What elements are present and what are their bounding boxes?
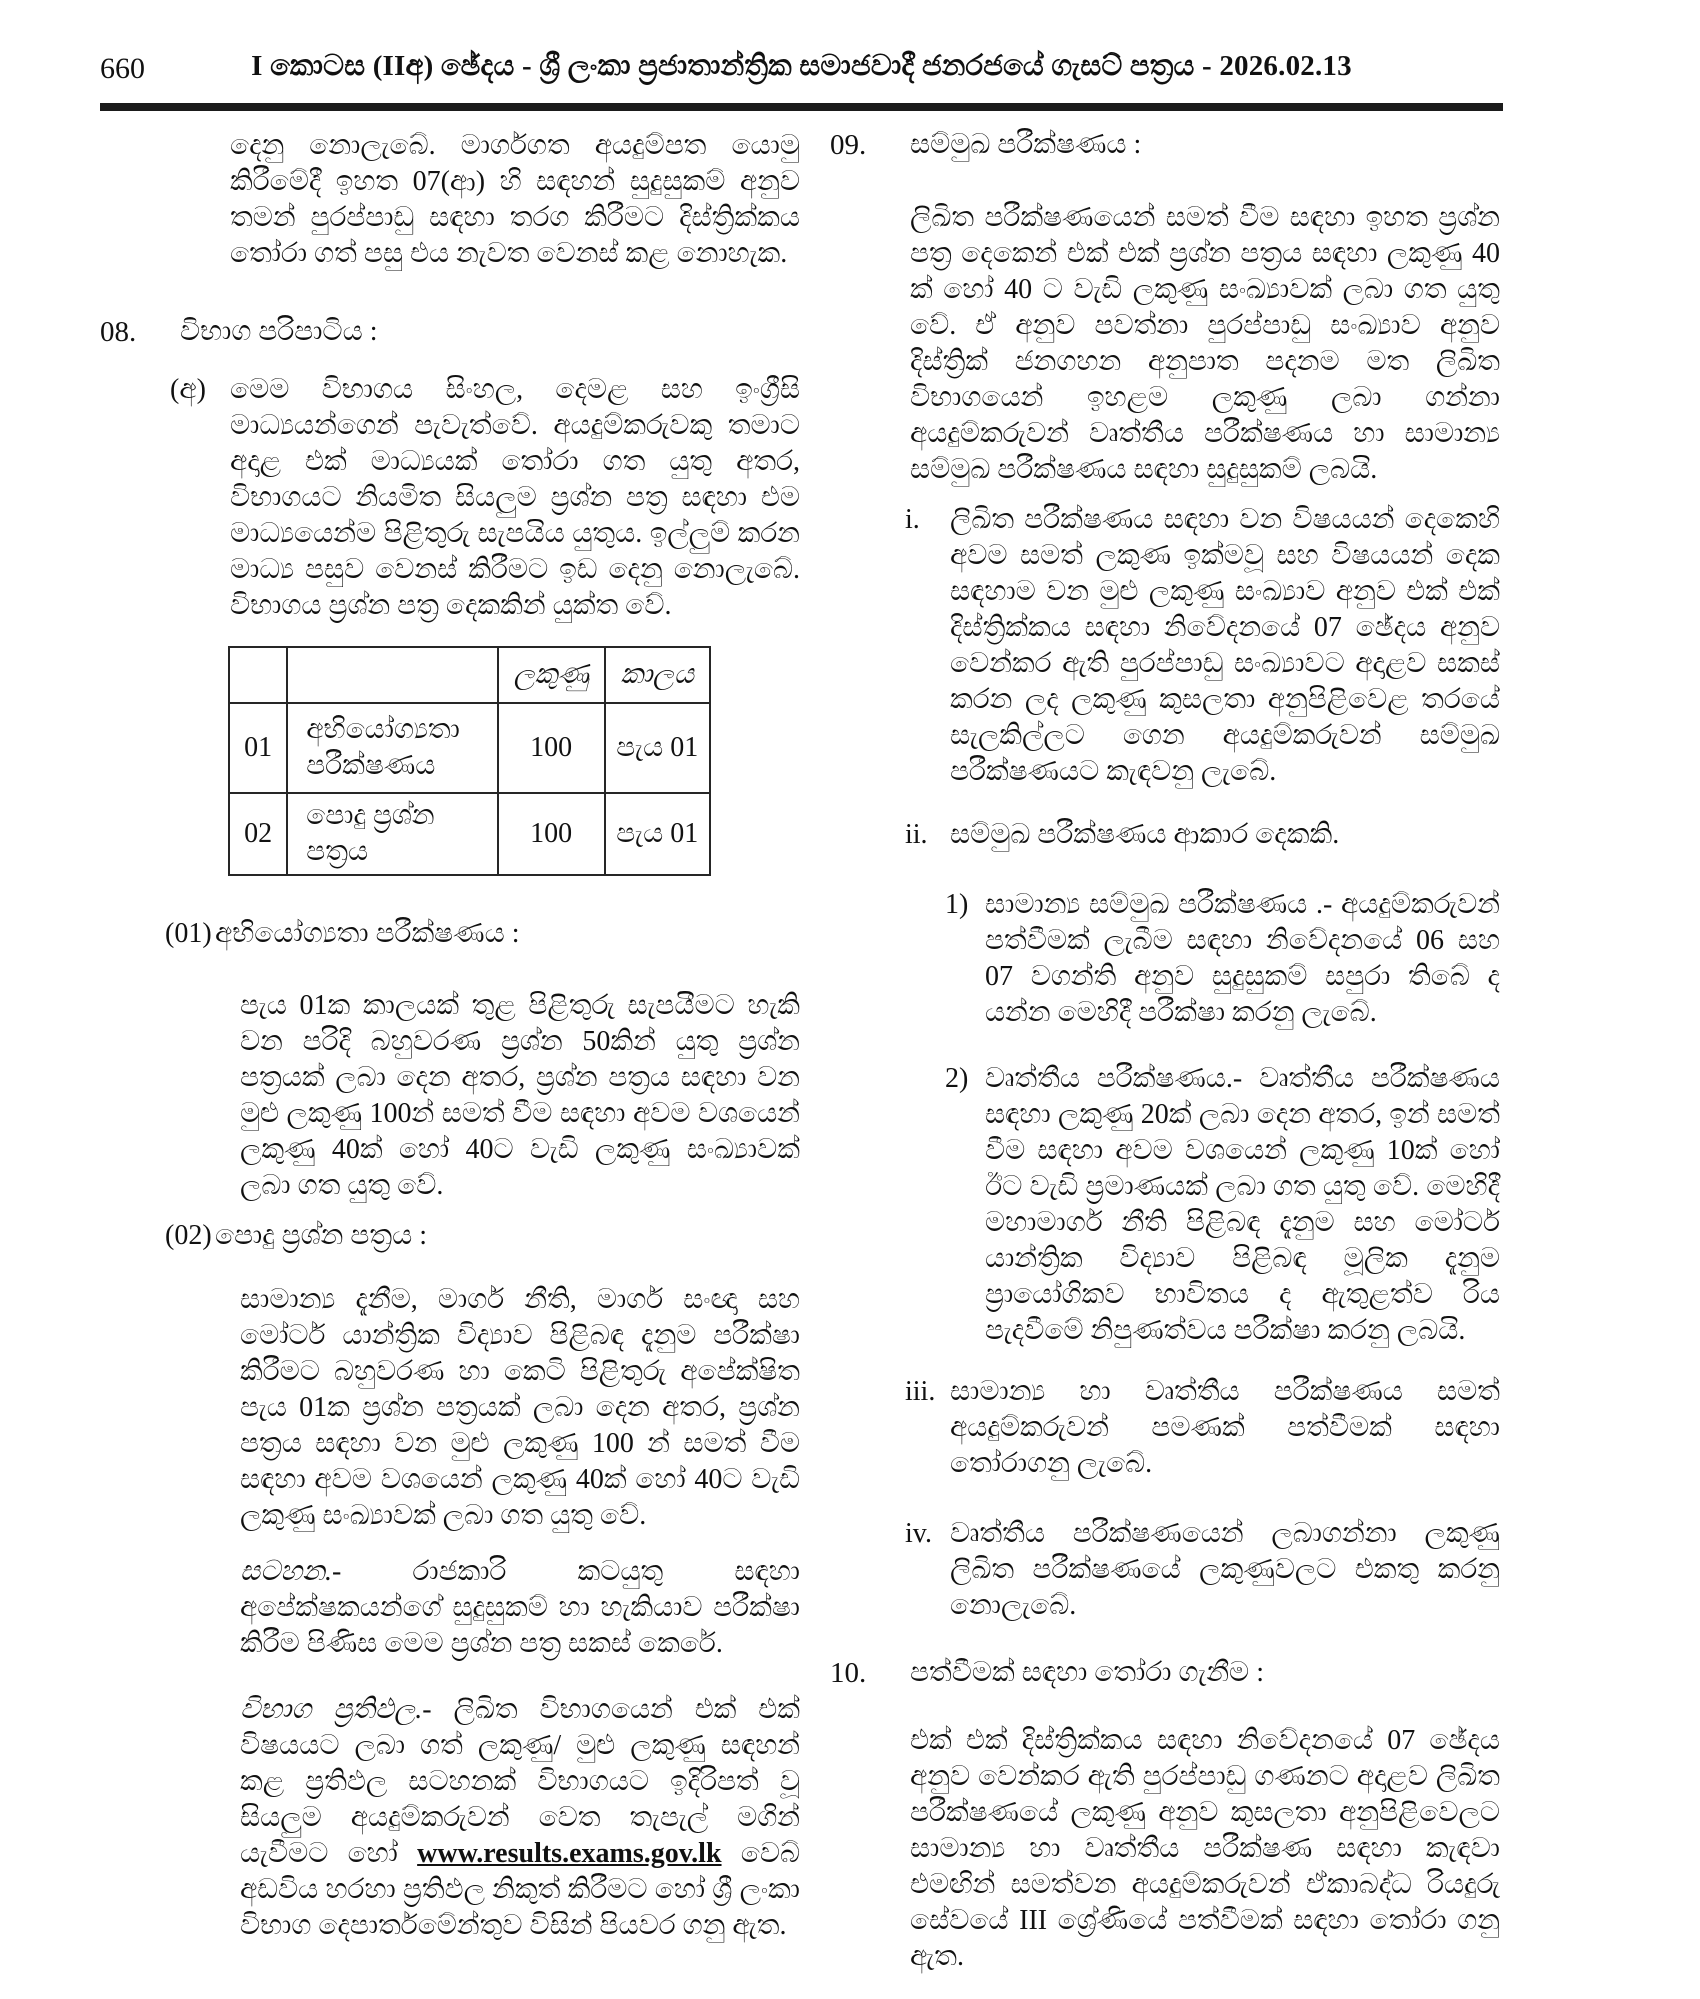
item-02-title: පොදු ප්‍රශ්න පත්‍රය :: [215, 1220, 427, 1251]
item-ii: [905, 817, 1500, 853]
header-rule: [100, 103, 1503, 111]
item-02-marker: (02): [165, 1220, 212, 1251]
gazette-title: I කොටස (IIඅ) ඡේදය - ශ්‍රී ලංකා ප්‍රජාතාන්ත්‍රික සමාජවාදී ජනරජයේ ගැසට් පත්‍රය - 2026.02.13: [251, 50, 1352, 82]
note-label: සටහන.-: [240, 1556, 342, 1587]
table-header-time: කාලය: [605, 647, 710, 703]
section-10-heading: [830, 1655, 1500, 1691]
marks-cell: 100: [498, 793, 605, 875]
section-09-title: සම්මුඛ පරීක්ෂණය :: [910, 129, 1142, 160]
section-08-number: 08.: [100, 316, 137, 348]
results-label: විභාග ප්‍රතිඵල.-: [240, 1694, 432, 1725]
exam-papers-table: [228, 646, 711, 876]
sub-item-2-text: වෘත්තීය පරීක්ෂණය.- වෘත්තීය පරීක්ෂණය සඳහා ලකුණු 20ක් ලබා දෙන අතර, ඉන් සමත් වීම සඳහා අවම වශයෙන් ලකුණු 10ක් හෝ ඊට වැඩි ප්‍රමාණයක් ලබා ගත යුතු වේ. මෙහිදී මහාමාර්ග නීති පිළිබඳ දැනුම සහ මෝටර් යාන්ත්‍රික විද්‍යාව පිළිබඳ මූලික දැනුම ප්‍රායෝගිකව භාවිතය ද ඇතුළත්ව රිය පැදවීමේ නිපුණත්වය පරීක්ෂා කරනු ලබයි.: [985, 1063, 1500, 1346]
item-01-heading: [165, 916, 800, 952]
item-i: [905, 502, 1500, 790]
item-ii-text: සම්මුඛ පරීක්ෂණය ආකාර දෙකකි.: [950, 819, 1340, 850]
sub-item-1: [945, 887, 1500, 1031]
table-header-cell: [229, 647, 287, 703]
section-09-number: 09.: [830, 129, 867, 161]
note-paragraph: [240, 1554, 800, 1662]
results-text-before: ලිඛිත විභාගයෙන් එක් එක් විෂයයට ලබා ගත් ලකුණු/ මුළු ලකුණු සඳහන් කළ ප්‍රතිඵල සටහනක් විභාගයට ඉදිරිපත් වූ සියලුම අයදුම්කරුවන් වෙත තැපැල් මගින් යැවීමට හෝ: [240, 1694, 800, 1869]
table-header-cell: [287, 647, 497, 703]
item-iii: [905, 1374, 1500, 1482]
item-01-marker: (01): [165, 918, 212, 949]
right-column: [830, 120, 1500, 1975]
table-row: [229, 703, 710, 793]
time-cell: පැය 01: [605, 703, 710, 793]
section-09-heading: [830, 127, 1500, 163]
item-02-body: සාමාන්‍ය දැනීම, මාර්ග නීති, මාර්ග සංඥා සහ මෝටර් යාන්ත්‍රික විද්‍යාව පිළිබඳ දැනුම පරීක්ෂා කිරීමට බහුවරණ හා කෙටි පිළිතුරු අපේක්ෂිත පැය 01ක ප්‍රශ්න පත්‍රයක් ලබා දෙන අතර, ප්‍රශ්න පත්‍රය සඳහා වන මුළු ලකුණු 100 න් සමත් වීම සඳහා අවම වශයෙන් ලකුණු 40ක් හෝ 40ට වැඩි ලකුණු සංඛ්‍යාවක් ලබා ගත යුතු වේ.: [240, 1284, 800, 1531]
sub-item-2: [945, 1061, 1500, 1349]
results-paragraph: [240, 1692, 800, 1944]
table-header-marks: ලකුණු: [498, 647, 605, 703]
paper-name-cell: අභියෝග්‍යතා පරීක්ෂණය: [287, 703, 497, 793]
item-iii-text: සාමාන්‍ය හා වෘත්තීය පරීක්ෂණය සමත් අයදුම්කරුවන් පමණක් පත්වීමක් සඳහා තෝරාගනු ලැබේ.: [950, 1376, 1500, 1479]
results-website-link[interactable]: www.results.exams.gov.lk: [417, 1838, 722, 1869]
item-ii-marker: ii.: [905, 819, 928, 850]
section-10-title: පත්වීමක් සඳහා තෝරා ගැනීම :: [910, 1657, 1264, 1688]
note-text: රාජකාරි කටයුතු සඳහා අපේක්ෂකයන්ගේ සුදුසුකම් හා හැකියාව පරීක්ෂා කිරීම පිණිස මෙම ප්‍රශ්න පත්‍ර සකස් කෙරේ.: [240, 1556, 800, 1659]
intro-paragraph: දෙනු නොලැබේ. මාර්ගගත අයදුම්පත යොමු කිරීමේදී ඉහත 07(ආ) හි සඳහන් සුදුසුකම් අනුව තමන් පුරප්පාඩු සඳහා තරග කිරීමට දිස්ත්‍රික්කය තෝරා ගත් පසු එය නැවත වෙනස් කළ නොහැක.: [230, 130, 800, 269]
sub-item-1-marker: 1): [945, 889, 969, 920]
page-number: 660: [100, 52, 145, 85]
section-08-heading: [100, 314, 800, 350]
row-number-cell: 01: [229, 703, 287, 793]
row-number-cell: 02: [229, 793, 287, 875]
marks-cell: 100: [498, 703, 605, 793]
item-02-heading: [165, 1218, 800, 1254]
page-header: [100, 50, 1503, 90]
item-a: [170, 372, 800, 624]
item-i-marker: i.: [905, 504, 920, 535]
paper-name-cell: පොදු ප්‍රශ්න පත්‍රය: [287, 793, 497, 875]
section-10-number: 10.: [830, 1657, 867, 1689]
item-iv-marker: iv.: [905, 1518, 932, 1549]
table-row: [229, 793, 710, 875]
item-01-body: පැය 01ක කාලයක් තුළ පිළිතුරු සැපයීමට හැකි වන පරිදි බහුවරණ ප්‍රශ්න 50කින් යුතු ප්‍රශ්න පත්‍රයක් ලබා දෙන අතර, ප්‍රශ්න පත්‍රය සඳහා වන මුළු ලකුණු 100න් සමත් වීම සඳහා අවම වශයෙන් ලකුණු 40ක් හෝ 40ට වැඩි ලකුණු සංඛ්‍යාවක් ලබා ගත යුතු වේ.: [240, 990, 800, 1201]
item-iv: [905, 1516, 1500, 1624]
results-text-after: වෙබ් අඩවිය හරහා ප්‍රතිඵල නිකුත් කිරීමට හෝ ශ්‍රී ලංකා විභාග දෙපාර්තමේන්තුව විසින් පියවර ගනු ඇත.: [240, 1838, 800, 1941]
sub-item-2-marker: 2): [945, 1063, 969, 1094]
item-i-text: ලිඛිත පරීක්ෂණය සඳහා වන විෂයයන් දෙකෙහි අවම සමත් ලකුණ ඉක්මවූ සහ විෂයයන් දෙක සඳහාම වන මුළු ලකුණු සංඛ්‍යාව අනුව එක් එක් දිස්ත්‍රික්කය සඳහා නිවේදනයේ 07 ඡේදය අනුව වෙන්කර ඇති පුරප්පාඩු සංඛ්‍යාවට අදාළව සකස් කරන ලද ලකුණු කුසලතා අනුපිළිවෙළ තරයේ සැලකිල්ලට ගෙන අයදුම්කරුවන් සම්මුඛ පරීක්ෂණයට කැඳවනු ලැබේ.: [950, 504, 1500, 787]
table-header-row: [229, 647, 710, 703]
item-iii-marker: iii.: [905, 1376, 936, 1407]
left-column: [100, 120, 800, 1944]
item-a-text: මෙම විභාගය සිංහල, දෙමළ සහ ඉංග්‍රීසි මාධ්‍යයන්ගෙන් පැවැත්වේ. අයදුම්කරුවකු තමාට අදාළ එක් මාධ්‍යයක් තෝරා ගත යුතු අතර, විභාගයට නියමිත සියලුම ප්‍රශ්න පත්‍ර සඳහා එම මාධ්‍යයෙන්ම පිළිතුරු සැපයිය යුතුය. ඉල්ලුම් කරන මාධ්‍ය පසුව වෙනස් කිරීමට ඉඩ දෙනු නොලැබේ. විභාගය ප්‍රශ්න පත්‍ර දෙකකින් යුක්ත වේ.: [230, 374, 800, 621]
section-10-paragraph: එක් එක් දිස්ත්‍රික්කය සඳහා නිවේදනයේ 07 ඡේදය අනුව වෙන්කර ඇති පුරප්පාඩු ගණනට අදාළව ලිඛිත පරීක්ෂණයේ ලකුණු අනුව කුසලතා අනුපිළිවෙලට සාමාන්‍ය හා වෘත්තීය පරීක්ෂණ සඳහා කැඳවා එමඟින් සමත්වන අයදුම්කරුවන් ඒකාබද්ධ රියදුරු සේවයේ III ශ්‍රේණියේ පත්වීමක් සඳහා තෝරා ගනු ඇත.: [910, 1725, 1500, 1972]
sub-item-1-text: සාමාන්‍ය සම්මුඛ පරීක්ෂණය .- අයදුම්කරුවන් පත්වීමක් ලැබීම සඳහා නිවේදනයේ 06 සහ 07 වගන්ති අනුව සුදුසුකම් සපුරා තිබේ ද යන්න මෙහිදී පරීක්ෂා කරනු ලැබේ.: [985, 889, 1500, 1028]
item-iv-text: වෘත්තීය පරීක්ෂණයෙන් ලබාගන්නා ලකුණු ලිඛිත පරීක්ෂණයේ ලකුණුවලට එකතු කරනු නොලැබේ.: [950, 1518, 1500, 1621]
item-01-title: අභියෝග්‍යතා පරීක්ෂණය :: [215, 918, 520, 949]
section-09-paragraph: ලිඛිත පරීක්ෂණයෙන් සමත් වීම සඳහා ඉහත ප්‍රශ්න පත්‍ර දෙකෙන් එක් එක් ප්‍රශ්න පත්‍රය සඳහා ලකුණු 40 ක් හෝ 40 ට වැඩි ලකුණු සංඛ්‍යාවක් ලබා ගත යුතු වේ. ඒ අනුව පවත්නා පුරප්පාඩු සංඛ්‍යාව අනුව දිස්ත්‍රික් ජනගහන අනුපාත පදනම මත ලිඛිත විභාගයෙන් ඉහළම ලකුණු ලබා ගන්නා අයදුම්කරුවන් වෘත්තීය පරීක්ෂණය හා සාමාන්‍ය සම්මුඛ පරීක්ෂණය සඳහා සුදුසුකම් ලබයි.: [910, 202, 1500, 485]
section-08-title: විභාග පරිපාටිය :: [180, 316, 378, 347]
item-a-marker: (අ): [170, 374, 206, 405]
time-cell: පැය 01: [605, 793, 710, 875]
